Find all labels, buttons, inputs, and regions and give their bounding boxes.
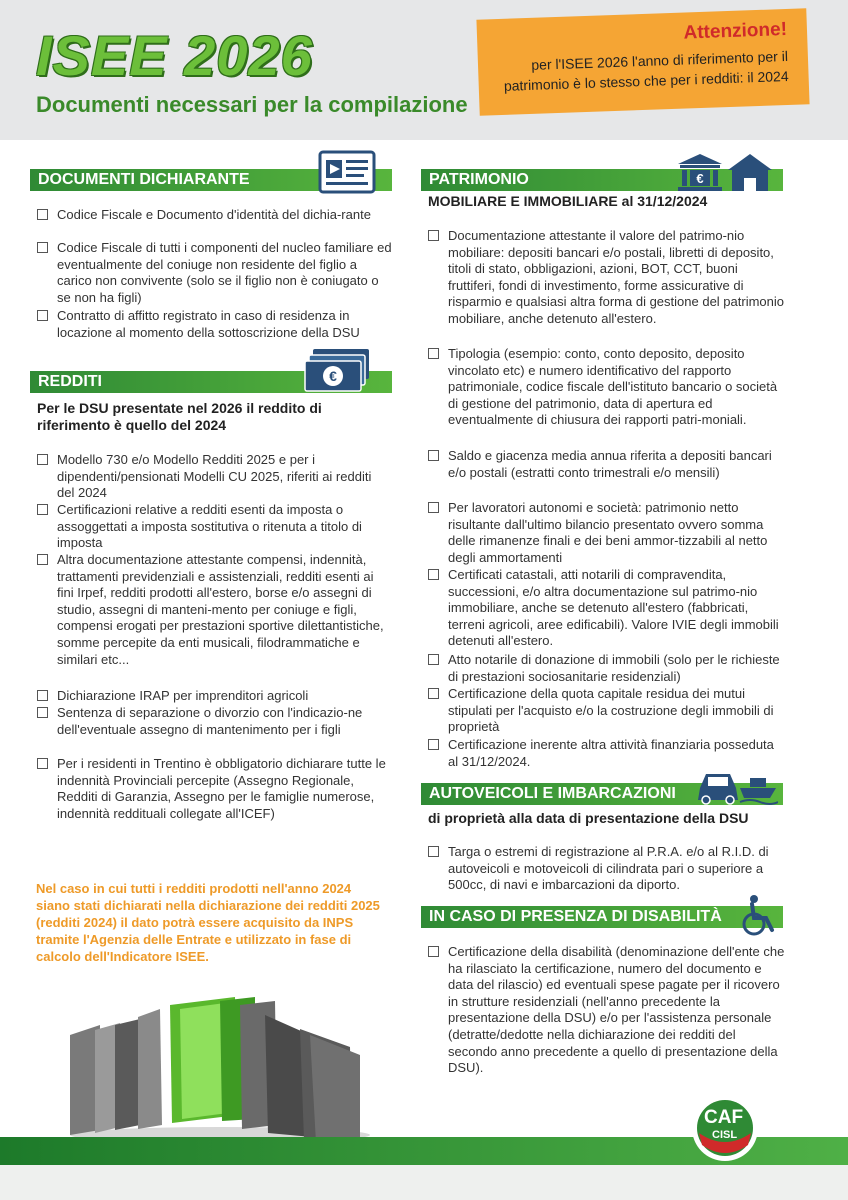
checkbox[interactable] [37,554,48,565]
item-text: Codice Fiscale di tutti i componenti del nucleo familiare ed eventualmente del coniuge non residente del figlio a carico non convivente (solo se il figlio non è coniugato o se non ha figli) [57,240,392,305]
caf-text: CAF [704,1107,744,1128]
checklist-item [428,228,785,328]
patrimonio-subheading: MOBILIARE E IMMOBILIARE al 31/12/2024 [428,193,708,209]
checklist-item [428,346,785,429]
svg-text:€: € [329,368,337,384]
checklist-item [37,705,392,738]
item-text: Certificazione della disabilità (denominazione dell'ente che ha rilasciato la certificazione, numero del documento e data del rilascio) ed eventuali spese pagate per il ricovero in strutture residenziali (nell'anno precedente la presentazione della DSU) e/o per l'assistenza personale (detratte/dedotte nella dichiarazione dei redditi del secondo anno precedente a quello di presentazione della DSU). [448,944,785,1076]
checkbox[interactable] [428,739,439,750]
item-text: Certificazioni relative a redditi esenti da imposta o assoggettati a imposta sostitutiva o ritenuta a titolo di imposta [57,502,362,551]
checkbox[interactable] [37,209,48,220]
checklist-item [428,686,785,736]
item-text: Contratto di affitto registrato in caso di residenza in locazione al momento della sottoscrizione della DSU [57,308,360,340]
checkbox[interactable] [37,707,48,718]
item-text: Certificazione inerente altra attività finanziaria posseduta al 31/12/2024. [448,737,774,769]
item-text: Altra documentazione attestante compensi, indennità, trattamenti previdenziali e assistenziali, redditi esenti ai fini Irpef, redditi prodotti all'estero, borse e/o assegni di studio, assegni di manteni-mento per coniuge e figli, compensi erogati per prestazioni sportive dilettantistiche, somme percepite da enti musicali, filodrammatiche e similari etc... [57,552,384,667]
checklist-item [37,756,392,822]
page-title: ISEE 2026 [36,24,313,87]
checkbox[interactable] [428,688,439,699]
attention-box [476,8,809,115]
checklist-item [37,308,392,341]
checkbox[interactable] [428,230,439,241]
item-text: Documentazione attestante il valore del patrimo-nio mobiliare: depositi bancari e/o postali, libretti di deposito, titoli di stato, obbligazioni, azioni, BOT, CCT, buoni fruttiferi, fondi di investimento, forme assicurative di risparmio e qualsiasi altra forma di gestione del patrimonio mobiliare, anche detenuto all'estero. [448,228,784,326]
checklist-item [428,652,785,685]
item-text: Saldo e giacenza media annua riferita a depositi bancari e/o postali (estratti conto trimestrali e/o mensili) [448,448,772,480]
checkbox[interactable] [37,690,48,701]
footer-grey [0,1165,848,1200]
checklist-item [37,240,392,306]
item-text: Per lavoratori autonomi e società: patrimonio netto risultante dall'ultimo bilancio presentato ovvero somma delle rimanenze finali e dei beni ammor-tizzabili al netto degli ammortamenti [448,500,768,565]
section-header-dichiarante: DOCUMENTI DICHIARANTE [30,169,392,191]
autoveicoli-subheading: di proprietà alla data di presentazione della DSU [428,810,749,826]
item-text: Atto notarile di donazione di immobili (solo per le richieste di prestazioni sociosanitarie residenziali) [448,652,780,684]
redditi-note: Nel caso in cui tutti i redditi prodotti nell'anno 2024 siano stati dichiarati nella dichiarazione dei redditi 2025 (redditi 2024) il dato potrà essere acquisito da INPS tramite l'Agenzia delle Entrate e utilizzato in fase di calcolo dell'Indicatore ISEE. [36,881,380,964]
checklist-item [37,207,392,224]
folders-illustration [60,995,380,1145]
item-text: Certificati catastali, atti notarili di compravendita, successioni, e/o altra documentazione sul patrimo-nio immobiliare, anche se detenuto all'estero (fabbricati, terreni agricoli, aree edificabili). Valore IVIE degli immobili detenuti all'estero. [448,567,779,649]
checklist-item [37,502,392,552]
attention-title: Attenzione! [683,18,788,44]
checklist-item [37,688,392,705]
section-header-patrimonio: PATRIMONIO [421,169,783,191]
cisl-text: CISL [712,1129,738,1141]
money-icon [303,347,373,393]
checklist-item [37,452,392,502]
item-text: Modello 730 e/o Modello Redditi 2025 e per i dipendenti/pensionati Modelli CU 2025, riferiti ai redditi del 2024 [57,452,372,501]
checkbox[interactable] [428,569,439,580]
item-text: Codice Fiscale e Documento d'identità del dichia-rante [57,207,371,222]
checkbox[interactable] [37,454,48,465]
checkbox[interactable] [428,846,439,857]
car-boat-icon [694,766,778,806]
item-text: Certificazione della quota capitale residua dei mutui stipulati per l'acquisto e/o la costruzione degli immobili di proprietà [448,686,774,735]
redditi-subheading: Per le DSU presentate nel 2026 il reddito di riferimento è quello del 2024 [37,400,322,433]
checkbox[interactable] [428,348,439,359]
checklist-item [428,844,785,894]
section-header-disabilita: IN CASO DI PRESENZA DI DISABILITÀ [421,906,783,928]
checklist-item [37,552,392,668]
svg-text:€: € [696,171,704,186]
checklist-item [428,448,785,481]
bank-house-icon [676,152,774,192]
item-text: Tipologia (esempio: conto, conto deposito, deposito vincolato etc) e numero identificativo del rapporto patrimoniale, codice fiscale dell'istituto bancario o società di gestione del patrimonio, data di apertura ed eventualmente di chiusura dei rapporti patri-moniali. [448,346,778,428]
section-header-redditi: REDDITI [30,371,392,393]
checkbox[interactable] [37,242,48,253]
checklist-item [428,500,785,566]
item-text: Targa o estremi di registrazione al P.R.A. e/o al R.I.D. di autoveicoli e motoveicoli di cilindrata pari o superiore a 500cc, di navi e imbarcazioni da diporto. [448,844,769,893]
checkbox[interactable] [428,450,439,461]
checklist-item [428,944,785,1077]
checkbox[interactable] [428,654,439,665]
attention-text: per l'ISEE 2026 l'anno di riferimento per il patrimonio è lo stesso che per i redditi: il 2024 [503,47,789,94]
page-subtitle: Documenti necessari per la compilazione [36,92,468,117]
wheelchair-icon [738,894,778,938]
id-card-icon [318,150,376,194]
section-header-autoveicoli: AUTOVEICOLI E IMBARCAZIONI [421,783,783,805]
checkbox[interactable] [37,758,48,769]
checklist-item [428,567,785,650]
checkbox[interactable] [428,502,439,513]
checkbox[interactable] [428,946,439,957]
item-text: Sentenza di separazione o divorzio con l'indicazio-ne dell'eventuale assegno di mantenimento per i figli [57,705,363,737]
item-text: Per i residenti in Trentino è obbligatorio dichiarare tutte le indennità Provinciali percepite (Assegno Regionale, Redditi di Garanzia, Assegno per le famiglie numerose, indennità reddituali collegate all'ICEF) [57,756,386,821]
item-text: Dichiarazione IRAP per imprenditori agricoli [57,688,309,703]
checkbox[interactable] [37,310,48,321]
checkbox[interactable] [37,504,48,515]
